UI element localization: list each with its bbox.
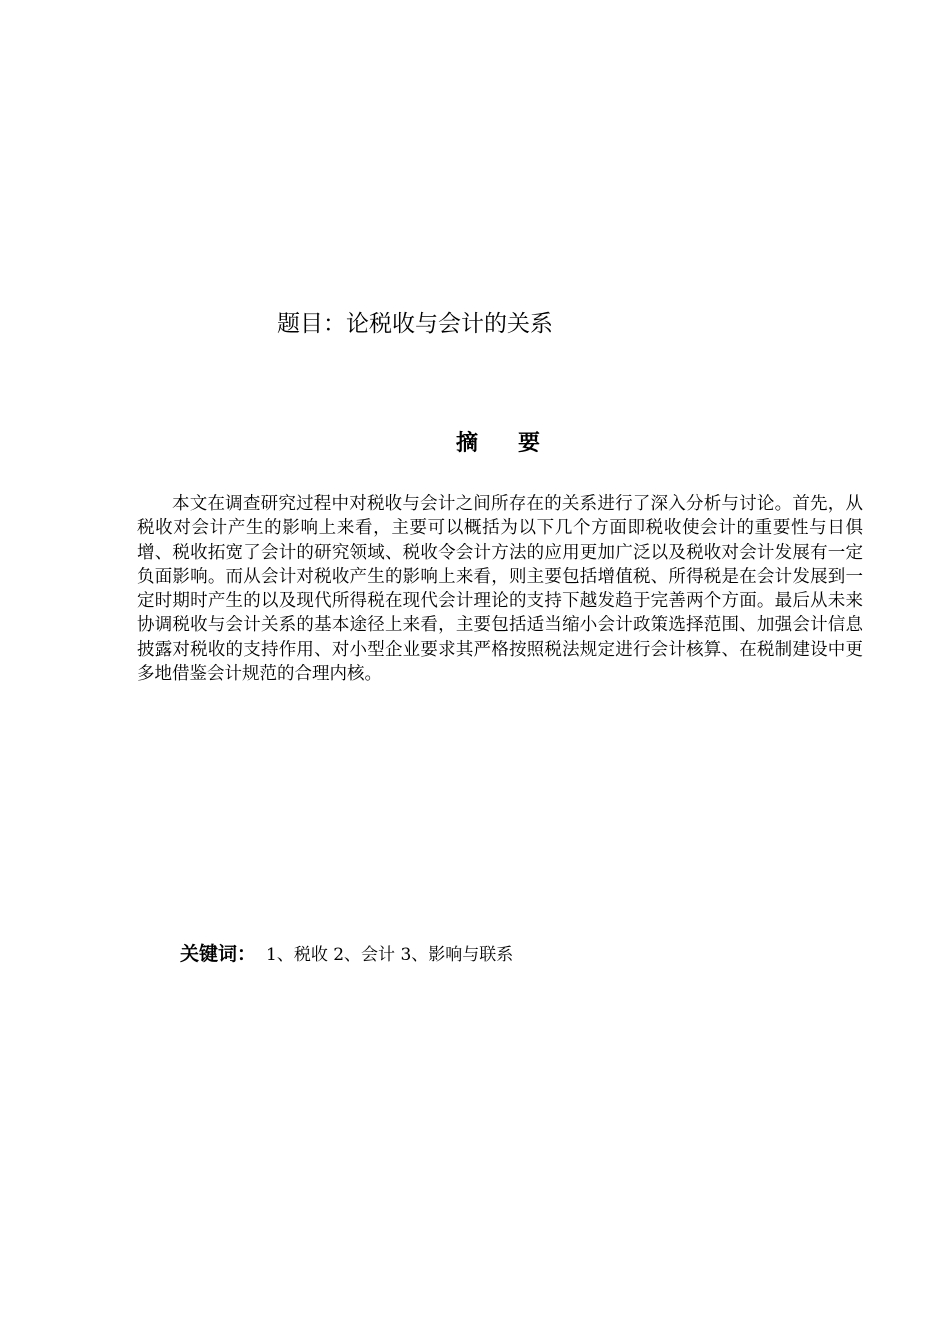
document-title: 题目：论税收与会计的关系 [277,311,553,337]
abstract-heading [456,425,540,461]
abstract-body: 本文在调查研究过程中对税收与会计之间所存在的关系进行了深入分析与讨论。首先，从税收对会计产生的影响上来看，主要可以概括为以下几个方面即税收使会计的重要性与日俱增、税收拓宽了会计的研究领域、税收令会计方法的应用更加广泛以及税收对会计发展有一定负面影响。而从会计对税收产生的影响上来看，则主要包括增值税、所得税是在会计发展到一定时期时产生的以及现代所得税在现代会计理论的支持下越发趋于完善两个方面。最后从未来协调税收与会计关系的基本途径上来看，主要包括适当缩小会计政策选择范围、加强会计信息披露对税收的支持作用、对小型企业要求其严格按照税法规定进行会计核算、在税制建设中更多地借鉴会计规范的合理内核。 [137,494,863,685]
keywords-label: 关键词： [180,943,257,965]
abstract-heading-char-1: 摘 [456,430,479,456]
keywords-value: 1、税收 2、会计 3、影响与联系 [266,945,514,965]
abstract-heading-char-2: 要 [518,430,541,456]
keywords-line [180,940,513,969]
